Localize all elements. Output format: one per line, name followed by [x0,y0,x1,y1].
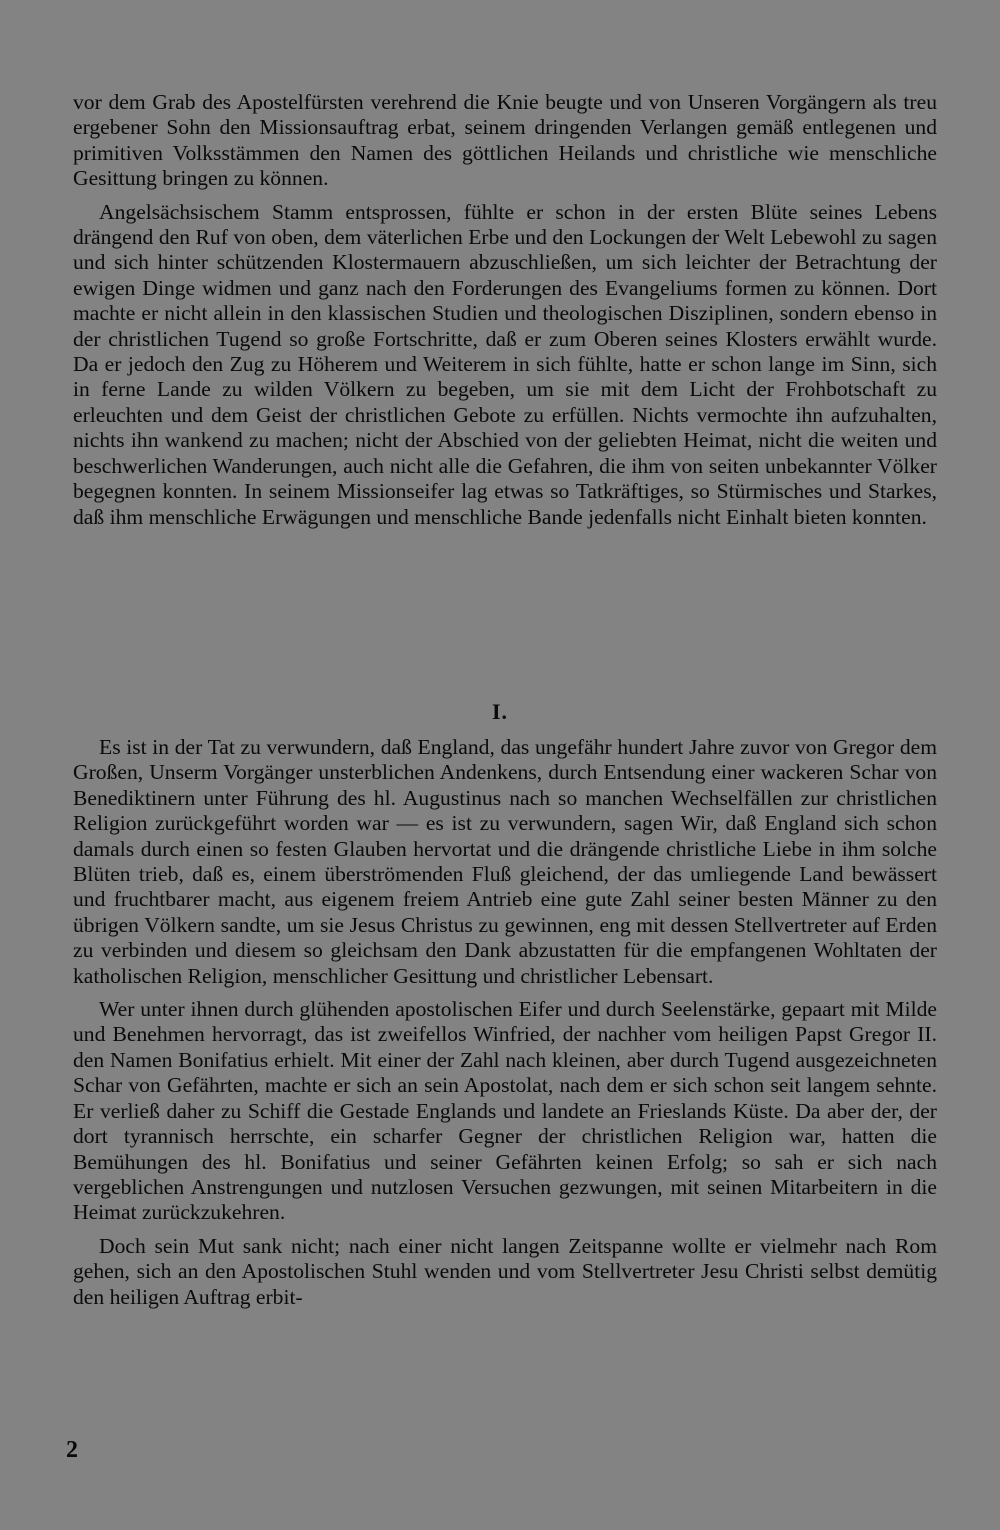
section-text [73,735,937,1310]
paragraph: Es ist in der Tat zu verwundern, daß England, das ungefähr hundert Jahre zuvor von Gregor dem Großen, Unserm Vorgänger unsterblichen Andenkens, durch Entsendung einer wackeren Schar von Benediktinern unter Führung des hl. Augustinus nach so manchen Wechselfällen zur christlichen Religion zurückgeführt worden war — es ist zu verwundern, sagen Wir, daß England sich schon damals durch einen so festen Glauben hervortat und die drängende christliche Liebe in ihm solche Blüten trieb, daß es, einem überströmenden Fluß gleichend, der das umliegende Land bewässert und fruchtbarer macht, aus eigenem freiem Antrieb eine gute Zahl seiner besten Männer zu den übrigen Völkern sandte, um sie Jesus Christus zu gewinnen, eng mit dessen Stellvertreter auf Erden zu verbinden und diesem so gleichsam den Dank abzustatten für die empfangenen Wohltaten der katholischen Religion, menschlicher Gesittung und christlicher Lebensart. [73,735,937,988]
paragraph: Angelsächsischem Stamm entsprossen, fühlte er schon in der ersten Blüte seines Lebens drängend den Ruf von oben, dem väterlichen Erbe und den Lockungen der Welt Lebewohl zu sagen und sich hinter schützenden Klostermauern abzuschließen, um sich leichter der Betrachtung der ewigen Dinge widmen und ganz nach den Forderungen des Evangeliums formen zu können. Dort machte er nicht allein in den klassischen Studien und theologischen Disziplinen, sondern ebenso in der christlichen Tugend so große Fortschritte, daß er zum Oberen seines Klosters erwählt wurde. Da er jedoch den Zug zu Höherem und Weiterem in sich fühlte, hatte er schon lange im Sinn, sich in ferne Lande zu wilden Völkern zu begeben, um sie mit dem Licht der Frohbotschaft zu erleuchten und dem Geist der christlichen Gebote zu erfüllen. Nichts vermochte ihn aufzuhalten, nichts ihn wankend zu machen; nicht der Abschied von der geliebten Heimat, nicht die weiten und beschwerlichen Wanderungen, auch nicht alle die Gefahren, die ihm von seiten unbekannter Völker begegnen konnten. In seinem Missionseifer lag etwas so Tatkräftiges, so Stürmisches und Starkes, daß ihm menschliche Erwägungen und menschliche Bande jedenfalls nicht Einhalt bieten konnten. [73,199,937,529]
section-heading: I. [491,699,509,724]
intro-text [73,90,937,530]
paragraph: Doch sein Mut sank nicht; nach einer nicht langen Zeitspanne wollte er vielmehr nach Rom gehen, sich an den Apostolischen Stuhl wenden und vom Stellvertreter Jesu Christi selbst demütig den heiligen Auftrag erbit- [73,1233,937,1309]
page-number: 2 [66,1437,78,1463]
paragraph: Wer unter ihnen durch glühenden apostolischen Eifer und durch Seelenstärke, gepaart mit Milde und Benehmen hervorragt, das ist zweifellos Winfried, der nachher vom heiligen Papst Gregor II. den Namen Bonifatius erhielt. Mit einer der Zahl nach kleinen, aber durch Tugend ausgezeichneten Schar von Gefährten, machte er sich an sein Apostolat, nach dem er sich schon seit langem sehnte. Er verließ daher zu Schiff die Gestade Englands und landete an Frieslands Küste. Da aber der, der dort tyrannisch herrschte, ein scharfer Gegner der christlichen Religion war, hatten die Bemühungen des hl. Bonifatius und seiner Gefährten keinen Erfolg; so sah er sich nach vergeblichen Anstrengungen und nutzlosen Versuchen gezwungen, mit seinen Mitarbeitern in die Heimat zurückzukehren. [73,997,937,1225]
paragraph: vor dem Grab des Apostelfürsten verehrend die Knie beugte und von Unseren Vorgängern als treu ergebener Sohn den Missionsauftrag erbat, seinem dringenden Verlangen gemäß entlegenen und primitiven Volksstämmen den Namen des göttlichen Heilands und christliche wie menschliche Gesittung bringen zu können. [73,90,937,191]
